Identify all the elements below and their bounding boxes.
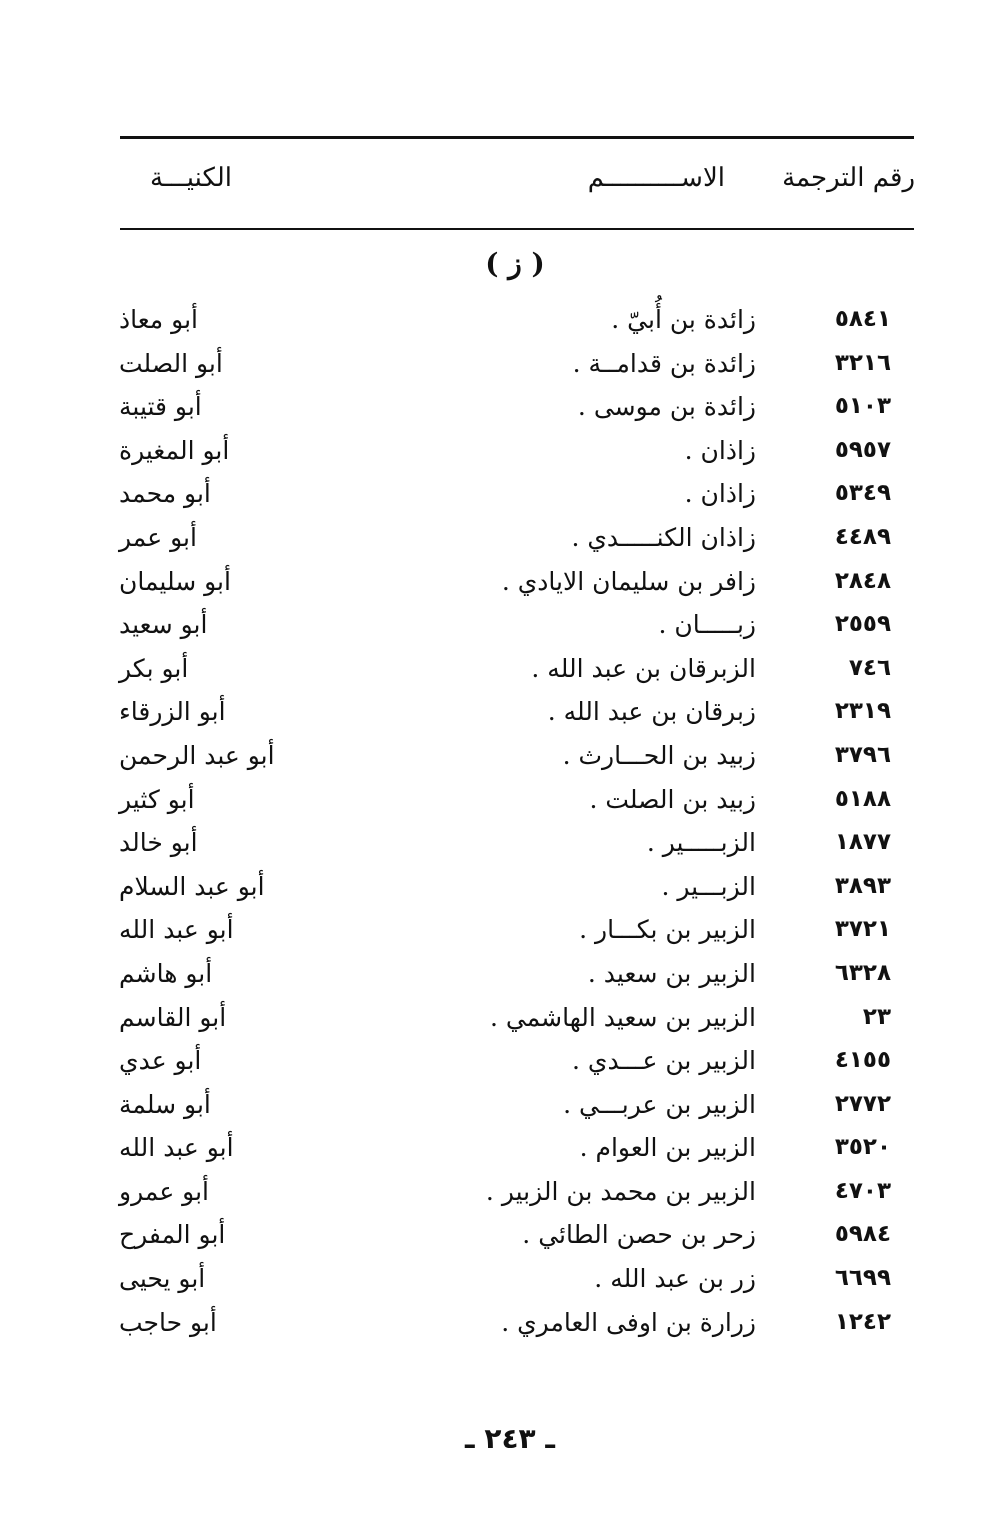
entry-kunya: أبو معاذ — [119, 305, 198, 334]
table-row — [111, 298, 891, 342]
entry-name: الزبير بن سعيد . — [587, 958, 756, 988]
table-row — [111, 778, 891, 822]
entry-name: زافر بن سليمان الايادي . — [501, 566, 756, 596]
entry-kunya: أبو خالد — [119, 828, 198, 858]
entry-number: ٤٤٨٩ — [834, 523, 891, 550]
entry-number: ٤١٥٥ — [834, 1047, 891, 1074]
table-row — [111, 1301, 891, 1345]
table-row — [111, 647, 891, 691]
entry-number: ٥١٨٨ — [834, 785, 891, 812]
entry-number: ٤٧٠٣ — [834, 1177, 891, 1204]
header-kunya-column: الكنيـــة — [150, 163, 232, 193]
table-row — [111, 1170, 891, 1214]
table-row — [111, 1126, 891, 1170]
entry-number: ٢٥٥٩ — [834, 611, 891, 638]
entry-number: ٣٥٢٠ — [834, 1134, 891, 1161]
entry-number: ٢٧٧٢ — [834, 1090, 891, 1117]
table-row — [111, 385, 891, 429]
entry-kunya: أبو بكر — [119, 653, 189, 683]
table-row — [111, 1213, 891, 1257]
page-number: ـ ٢٤٣ ـ — [465, 1422, 555, 1455]
table-row — [111, 342, 891, 386]
entry-kunya: أبو سعيد — [119, 610, 208, 640]
table-row — [111, 472, 891, 516]
table-row — [111, 996, 891, 1040]
entry-kunya: أبو الزرقاء — [119, 697, 226, 727]
entry-number: ٦٣٢٨ — [834, 959, 891, 986]
entry-name: الزبير بن بكـــار . — [579, 915, 756, 945]
entry-number: ٥١٠٣ — [834, 393, 891, 420]
entry-kunya: أبو عبد السلام — [119, 871, 265, 901]
entry-number: ٢٨٤٨ — [834, 567, 891, 594]
entry-name: الزبير بن محمد بن الزبير . — [485, 1176, 756, 1206]
entries-table — [111, 298, 891, 1344]
entry-number: ٥٩٨٤ — [834, 1221, 891, 1248]
entry-name: زائدة بن موسى . — [577, 392, 756, 422]
entry-number: ٢٣١٩ — [834, 698, 891, 725]
entry-kunya: أبو سليمان — [119, 566, 231, 596]
entry-kunya: أبو عبد الله — [119, 1133, 234, 1163]
entry-kunya: أبو عبد الرحمن — [119, 740, 275, 770]
table-row — [111, 865, 891, 909]
table-row — [111, 690, 891, 734]
entry-kunya: أبو المغيرة — [119, 435, 230, 465]
entry-number: ٣٧٩٦ — [834, 741, 891, 768]
entry-name: زائدة بن أُبيّ . — [611, 305, 756, 334]
table-row — [111, 603, 891, 647]
entry-name: زاذان . — [684, 479, 756, 509]
table-row — [111, 734, 891, 778]
entry-number: ٥٩٥٧ — [834, 436, 891, 463]
section-letter: ( ز ) — [485, 247, 545, 280]
entry-name: الزبير بن سعيد الهاشمي . — [490, 1002, 756, 1032]
entry-name: الزبير بن العوام . — [579, 1133, 756, 1163]
entry-kunya: أبو حاجب — [119, 1307, 217, 1337]
entry-name: زبـــــان . — [658, 610, 756, 640]
entry-name: الزبرقان بن عبد الله . — [531, 653, 756, 683]
entry-name: زائدة بن قدامــة . — [572, 348, 756, 378]
entry-kunya: أبو المفرح — [119, 1220, 226, 1250]
entry-kunya: أبو يحيى — [119, 1264, 206, 1294]
entry-number: ١٨٧٧ — [834, 829, 891, 856]
entry-number: ٣٨٩٣ — [834, 872, 891, 899]
entry-number: ٣٧٢١ — [834, 916, 891, 943]
entry-number: ١٢٤٢ — [834, 1308, 891, 1335]
header-number-column: رقم الترجمة — [782, 163, 915, 193]
entry-kunya: أبو كثير — [119, 784, 195, 814]
entry-name: زر بن عبد الله . — [594, 1264, 756, 1294]
entry-name: الزبير بن عـــدي . — [571, 1046, 756, 1076]
entry-name: زبيد بن الصلت . — [589, 784, 756, 814]
table-row — [111, 1083, 891, 1127]
entry-kunya: أبو هاشم — [119, 958, 213, 988]
entry-name: الزبـــير . — [661, 871, 756, 901]
table-row — [111, 908, 891, 952]
entry-name: زاذان الكنـــــدي . — [571, 522, 756, 552]
entry-name: الزبير بن عربـــي . — [563, 1089, 756, 1119]
entry-kunya: أبو محمد — [119, 479, 211, 509]
entry-kunya: أبو قتيبة — [119, 392, 202, 422]
entry-kunya: أبو عمر — [119, 522, 197, 552]
entry-number: ٦٦٩٩ — [834, 1265, 891, 1292]
table-row — [111, 560, 891, 604]
top-rule — [120, 136, 914, 139]
entry-kunya: أبو الصلت — [119, 348, 223, 378]
table-row — [111, 1257, 891, 1301]
entry-number: ٥٨٤١ — [834, 306, 891, 332]
entry-name: زحر بن حصن الطائي . — [522, 1220, 756, 1250]
entry-number: ٥٣٤٩ — [834, 480, 891, 507]
entry-kunya: أبو عدي — [119, 1046, 202, 1076]
table-row — [111, 1039, 891, 1083]
table-row — [111, 516, 891, 560]
entry-name: زرارة بن اوفى العامري . — [501, 1307, 756, 1337]
header-rule — [120, 228, 914, 230]
table-row — [111, 429, 891, 473]
entry-name: زبرقان بن عبد الله . — [547, 697, 756, 727]
table-row — [111, 952, 891, 996]
header-name-column: الاســــــــــم — [587, 163, 725, 193]
entry-name: زاذان . — [684, 435, 756, 465]
entry-kunya: أبو سلمة — [119, 1089, 211, 1119]
entry-kunya: أبو عمرو — [119, 1176, 210, 1206]
entry-name: الزبـــــير . — [646, 828, 756, 858]
entry-kunya: أبو القاسم — [119, 1002, 227, 1032]
entry-number: ٧٤٦ — [848, 654, 891, 681]
entry-number: ٣٢١٦ — [834, 349, 891, 376]
entry-name: زبيد بن الحـــارث . — [562, 740, 756, 770]
entry-kunya: أبو عبد الله — [119, 915, 234, 945]
entry-number: ٢٣ — [862, 1003, 891, 1030]
table-row — [111, 821, 891, 865]
